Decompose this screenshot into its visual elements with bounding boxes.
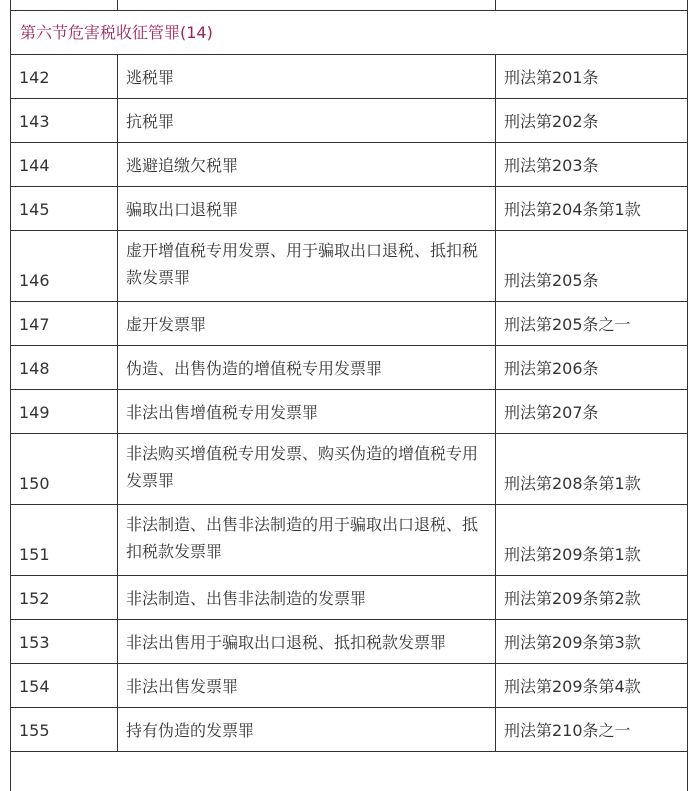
row-number: 150	[11, 434, 118, 504]
table-row	[11, 619, 687, 663]
row-number: 153	[11, 620, 118, 663]
table-row-top-partial	[11, 0, 687, 10]
row-number: 154	[11, 664, 118, 707]
law-article: 刑法第205条	[504, 271, 599, 290]
crimes-table	[10, 0, 688, 791]
crime-name: 虚开发票罪	[118, 302, 496, 345]
row-number: 146	[11, 231, 118, 301]
table-row-bottom-partial	[11, 751, 687, 791]
crime-name: 逃税罪	[118, 55, 496, 98]
table-row	[11, 98, 687, 142]
section-title: 第六节危害税收征管罪(14)	[20, 23, 213, 42]
law-article: 刑法第203条	[504, 156, 599, 175]
section-header-row	[11, 10, 687, 54]
law-article: 刑法第209条第4款	[504, 677, 641, 696]
law-article: 刑法第208条第1款	[504, 474, 641, 493]
table-row	[11, 707, 687, 751]
crime-name: 非法制造、出售非法制造的用于骗取出口退税、抵扣税款发票罪	[118, 505, 496, 575]
table-row	[11, 433, 687, 504]
row-number: 152	[11, 576, 118, 619]
crime-name: 抗税罪	[118, 99, 496, 142]
table-row	[11, 54, 687, 98]
row-number: 149	[11, 390, 118, 433]
table-row	[11, 575, 687, 619]
row-number: 144	[11, 143, 118, 186]
table-row	[11, 230, 687, 301]
law-article: 刑法第204条第1款	[504, 200, 641, 219]
crime-name: 非法出售发票罪	[118, 664, 496, 707]
law-article: 刑法第202条	[504, 112, 599, 131]
crime-name: 非法出售用于骗取出口退税、抵扣税款发票罪	[118, 620, 496, 663]
law-article: 刑法第210条之一	[504, 721, 631, 740]
table-row	[11, 389, 687, 433]
table-row	[11, 301, 687, 345]
law-article: 刑法第201条	[504, 68, 599, 87]
row-number: 143	[11, 99, 118, 142]
row-number: 147	[11, 302, 118, 345]
table-row	[11, 345, 687, 389]
table-row	[11, 504, 687, 575]
table-row	[11, 142, 687, 186]
row-number: 155	[11, 708, 118, 751]
row-number: 145	[11, 187, 118, 230]
crime-name: 非法制造、出售非法制造的发票罪	[118, 576, 496, 619]
row-number: 151	[11, 505, 118, 575]
row-number: 148	[11, 346, 118, 389]
row-number: 142	[11, 55, 118, 98]
crime-name: 骗取出口退税罪	[118, 187, 496, 230]
crime-name: 虚开增值税专用发票、用于骗取出口退税、抵扣税款发票罪	[118, 231, 496, 301]
crime-name: 持有伪造的发票罪	[118, 708, 496, 751]
crime-name: 非法出售增值税专用发票罪	[118, 390, 496, 433]
law-article: 刑法第205条之一	[504, 315, 631, 334]
crime-name: 逃避追缴欠税罪	[118, 143, 496, 186]
law-article: 刑法第209条第3款	[504, 633, 641, 652]
law-article: 刑法第209条第1款	[504, 545, 641, 564]
crime-name: 非法购买增值税专用发票、购买伪造的增值税专用发票罪	[118, 434, 496, 504]
crime-name: 伪造、出售伪造的增值税专用发票罪	[118, 346, 496, 389]
table-row	[11, 186, 687, 230]
table-row	[11, 663, 687, 707]
law-article: 刑法第209条第2款	[504, 589, 641, 608]
law-article: 刑法第207条	[504, 403, 599, 422]
law-article: 刑法第206条	[504, 359, 599, 378]
